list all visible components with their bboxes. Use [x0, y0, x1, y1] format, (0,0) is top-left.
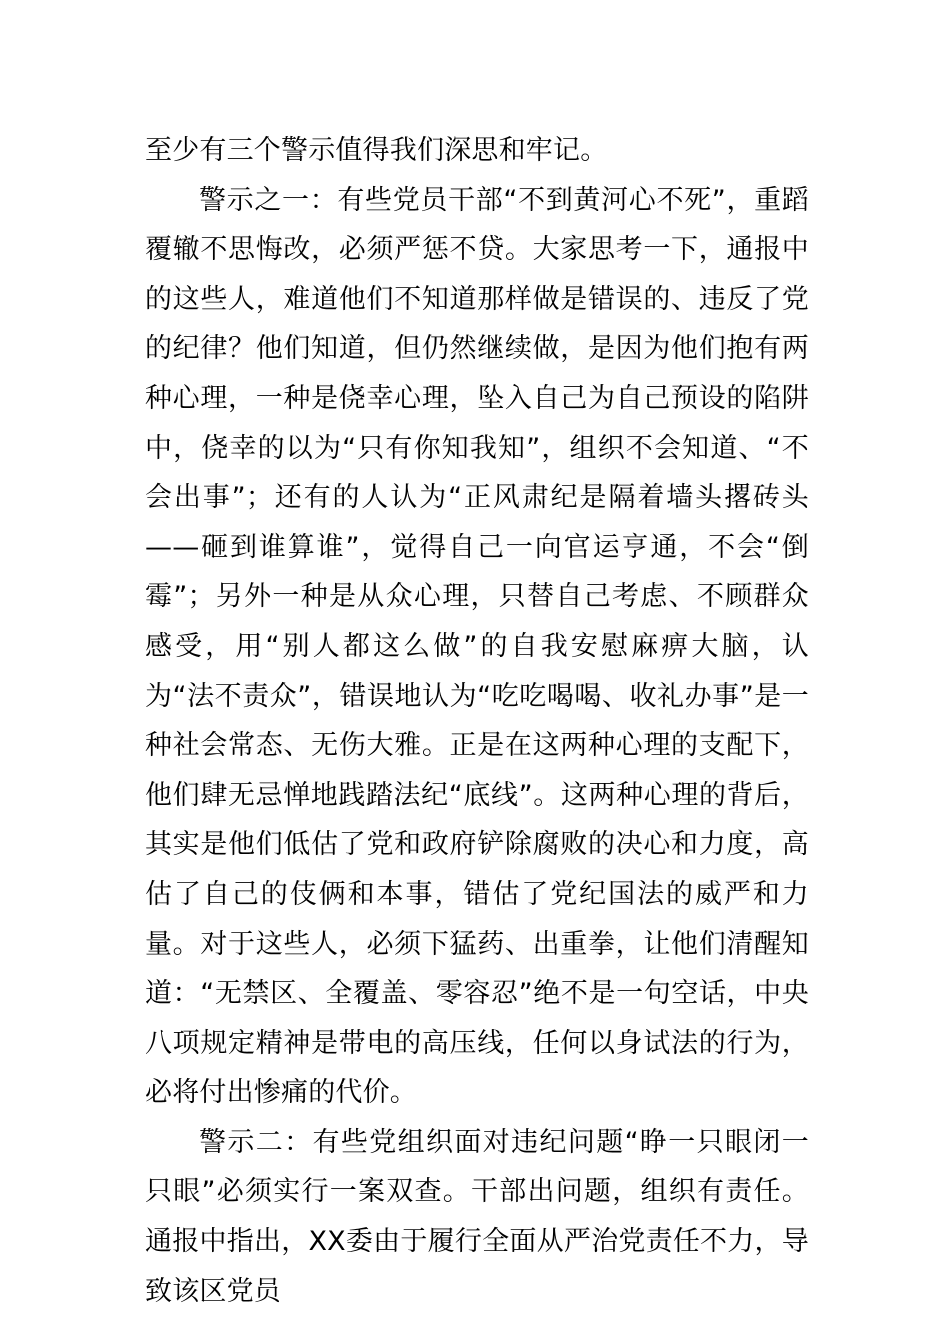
- paragraph-warning-one: 警示之一：有些党员干部“不到黄河心不死”，重蹈覆辙不思悔改，必须严惩不贷。大家思考一下，通报中的这些人，难道他们不知道那样做是错误的、违反了党的纪律？他们知道，但仍然继续做，是因为他们抱有两种心理，一种是侥幸心理，坠入自己为自己预设的陷阱中，侥幸的以为“只有你知我知”，组织不会知道、“不会出事”；还有的人认为“正风肃纪是隔着墙头撂砖头——砸到谁算谁”，觉得自己一向官运亨通，不会“倒霉”；另外一种是从众心理，只替自己考虑、不顾群众感受，用“别人都这么做”的自我安慰麻痹大脑，认为“法不责众”，错误地认为“吃吃喝喝、收礼办事”是一种社会常态、无伤大雅。正是在这两种心理的支配下，他们肆无忌惮地践踏法纪“底线”。这两种心理的背后，其实是他们低估了党和政府铲除腐败的决心和力度，高估了自己的伎俩和本事，错估了党纪国法的威严和力量。对于这些人，必须下猛药、出重拳，让他们清醒知道：“无禁区、全覆盖、零容忍”绝不是一句空话，中央八项规定精神是带电的高压线，任何以身试法的行为，必将付出惨痛的代价。: [145, 184, 809, 1109]
- paragraph-warning-two: 警示二：有些党组织面对违纪问题“睁一只眼闭一只眼”必须实行一案双查。干部出问题，组织有责任。通报中指出，XX委由于履行全面从严治党责任不力，导致该区党员: [145, 1126, 809, 1307]
- paragraph-intro: 至少有三个警示值得我们深思和牢记。: [145, 135, 608, 166]
- document-body: [145, 126, 809, 1316]
